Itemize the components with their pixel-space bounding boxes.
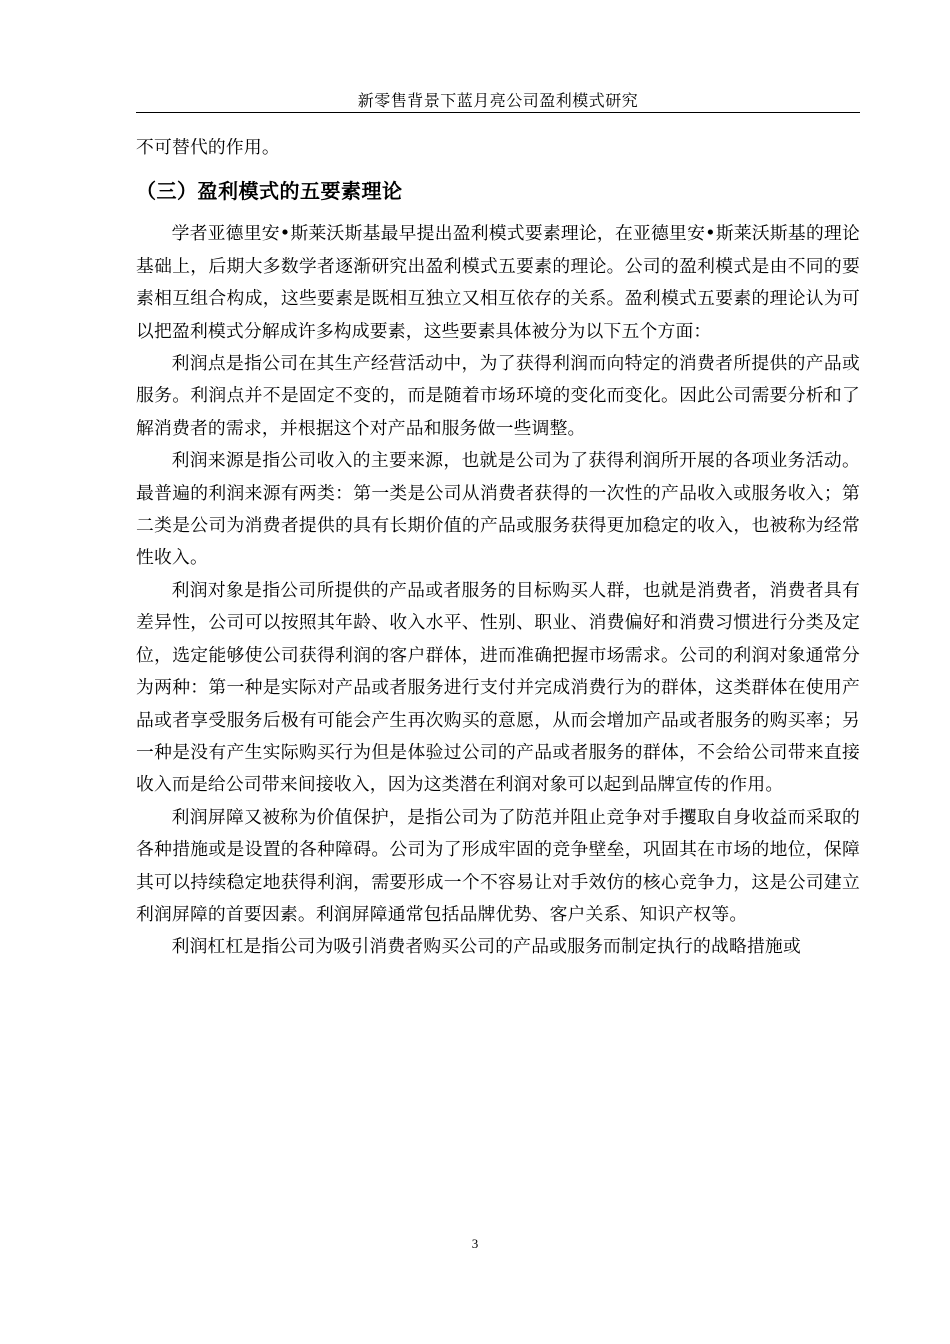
continuation-text: 不可替代的作用。: [136, 137, 280, 158]
section-heading: （三）盈利模式的五要素理论: [136, 179, 403, 204]
paragraph-profit-object: 利润对象是指公司所提供的产品或者服务的目标购买人群，也就是消费者，消费者具有差异性，公司可以按照其年龄、收入水平、性别、职业、消费偏好和消费习惯进行分类及定位，选定能够使公司获得利润的客户群体，进而准确把握市场需求。公司的利润对象通常分为两种：第一种是实际对产品或者服务进行支付并完成消费行为的群体，这类群体在使用产品或者享受服务后极有可能会产生再次购买的意愿，从而会增加产品或者服务的购买率；另一种是没有产生实际购买行为但是体验过公司的产品或者服务的群体，不会给公司带来直接收入而是给公司带来间接收入，因为这类潜在利润对象可以起到品牌宣传的作用。: [136, 579, 860, 796]
paragraph-intro: 学者亚德里安•斯莱沃斯基最早提出盈利模式要素理论，在亚德里安•斯莱沃斯基的理论基础上，后期大多数学者逐渐研究出盈利模式五要素的理论。公司的盈利模式是由不同的要素相互组合构成，这些要素是既相互独立又相互依存的关系。盈利模式五要素的理论认为可以把盈利模式分解成许多构成要素，这些要素具体被分为以下五个方面：: [136, 223, 860, 342]
paragraph-profit-source: 利润来源是指公司收入的主要来源，也就是公司为了获得利润所开展的各项业务活动。最普遍的利润来源有两类：第一类是公司从消费者获得的一次性的产品收入或服务收入；第二类是公司为消费者提供的具有长期价值的产品或服务获得更加稳定的收入，也被称为经常性收入。: [136, 450, 860, 569]
page-body: [136, 132, 860, 964]
header-divider: [136, 112, 860, 113]
paragraph-profit-lever: 利润杠杠是指公司为吸引消费者购买公司的产品或服务而制定执行的战略措施或: [171, 936, 801, 958]
paragraph-profit-barrier: 利润屏障又被称为价值保护，是指公司为了防范并阻止竞争对手攫取自身收益而采取的各种措施或是设置的各种障碍。公司为了形成牢固的竞争壁垒，巩固其在市场的地位，保障其可以持续稳定地获得利润，需要形成一个不容易让对手效仿的核心竞争力，这是公司建立利润屏障的首要因素。利润屏障通常包括品牌优势、客户关系、知识产权等。: [136, 806, 860, 925]
page-number: 3: [471, 1236, 479, 1251]
running-header: 新零售背景下蓝月亮公司盈利模式研究: [357, 91, 639, 110]
paragraph-profit-point: 利润点是指公司在其生产经营活动中，为了获得利润而向特定的消费者所提供的产品或服务。利润点并不是固定不变的，而是随着市场环境的变化而变化。因此公司需要分析和了解消费者的需求，并根据这个对产品和服务做一些调整。: [136, 353, 860, 439]
